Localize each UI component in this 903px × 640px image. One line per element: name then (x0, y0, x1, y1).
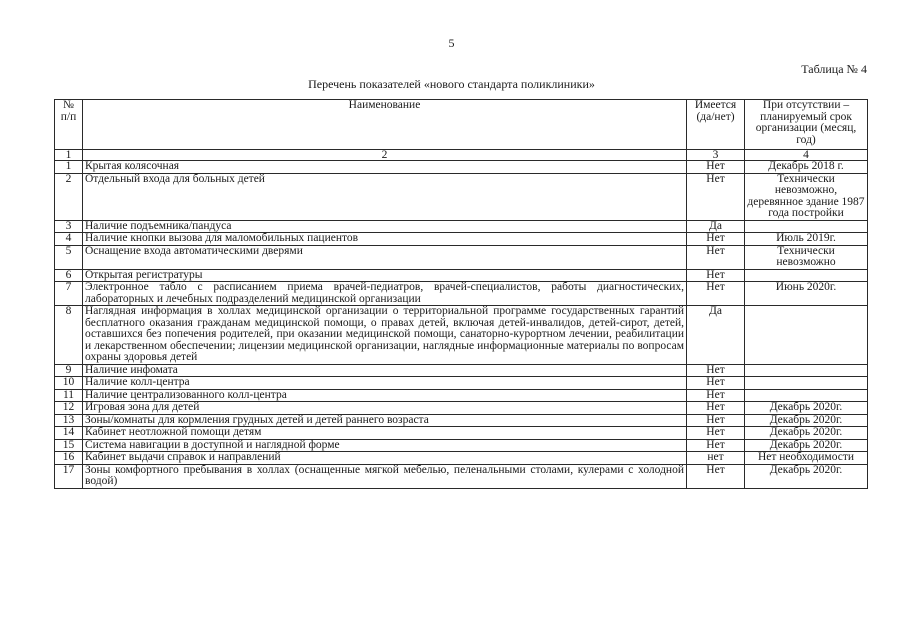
row-has-cell: Нет (687, 269, 745, 282)
row-num-cell: 16 (55, 452, 83, 465)
row-plan-cell (745, 377, 868, 390)
row-plan-cell: Июль 2019г. (745, 233, 868, 246)
row-num-cell: 15 (55, 439, 83, 452)
table-row (55, 464, 868, 488)
row-plan-cell: Технически невозможно, деревянное здание 1987 года постройки (745, 173, 868, 220)
row-num-cell: 5 (55, 245, 83, 269)
row-plan-cell: Декабрь 2020г. (745, 414, 868, 427)
row-has-cell: Да (687, 306, 745, 365)
table-row (55, 452, 868, 465)
row-num-cell: 13 (55, 414, 83, 427)
header-num: № п/п (55, 100, 83, 150)
row-plan-cell: Нет необходимости (745, 452, 868, 465)
row-name-cell: Зоны комфортного пребывания в холлах (оснащенные мягкой мебелью, пеленальными столами, кулерами с холодной водой) (83, 464, 687, 488)
table-row (55, 389, 868, 402)
row-has-cell: Нет (687, 464, 745, 488)
column-index-cell: 4 (745, 150, 868, 161)
table-row (55, 269, 868, 282)
header-plan: При отсутствии – планируемый срок организации (месяц, год) (745, 100, 868, 150)
row-name-cell: Наличие колл-центра (83, 377, 687, 390)
row-has-cell: нет (687, 452, 745, 465)
row-has-cell: Нет (687, 245, 745, 269)
table-row (55, 377, 868, 390)
row-num-cell: 12 (55, 402, 83, 415)
row-name-cell: Игровая зона для детей (83, 402, 687, 415)
row-has-cell: Нет (687, 173, 745, 220)
table-row (55, 306, 868, 365)
row-name-cell: Крытая колясочная (83, 161, 687, 174)
row-num-cell: 8 (55, 306, 83, 365)
row-has-cell: Нет (687, 233, 745, 246)
column-index-cell: 3 (687, 150, 745, 161)
table-row (55, 402, 868, 415)
row-plan-cell: Декабрь 2020г. (745, 402, 868, 415)
row-num-cell: 1 (55, 161, 83, 174)
row-name-cell: Наглядная информация в холлах медицинской организации о территориальной программе государственных гарантий бесплатного оказания гражданам медицинской помощи, о правах детей, включая детей-инвалидов, детей-сирот, детей, оставшихся без попечения родителей, при оказании медицинской помощи, санаторно-курортном лечении, реабилитации и лекарственном обеспечении; лицензии медицинской организации, наглядные информационные материалы по вопросам охраны здоровья детей (83, 306, 687, 365)
row-num-cell: 10 (55, 377, 83, 390)
table-row (55, 427, 868, 440)
row-num-cell: 3 (55, 220, 83, 233)
row-name-cell: Оснащение входа автоматическими дверями (83, 245, 687, 269)
row-num-cell: 9 (55, 364, 83, 377)
row-has-cell: Нет (687, 402, 745, 415)
table-header-row (55, 100, 868, 150)
table-row (55, 161, 868, 174)
row-has-cell: Нет (687, 161, 745, 174)
row-has-cell: Нет (687, 377, 745, 390)
row-name-cell: Зоны/комнаты для кормления грудных детей и детей раннего возраста (83, 414, 687, 427)
row-plan-cell (745, 364, 868, 377)
column-index-cell: 1 (55, 150, 83, 161)
row-plan-cell: Декабрь 2020г. (745, 464, 868, 488)
row-has-cell: Нет (687, 282, 745, 306)
table-label: Таблица № 4 (801, 62, 867, 76)
row-plan-cell: Июнь 2020г. (745, 282, 868, 306)
row-num-cell: 2 (55, 173, 83, 220)
table-row (55, 364, 868, 377)
row-plan-cell (745, 220, 868, 233)
table-row (55, 439, 868, 452)
row-name-cell: Система навигации в доступной и наглядной форме (83, 439, 687, 452)
row-num-cell: 14 (55, 427, 83, 440)
document-title: Перечень показателей «нового стандарта поликлиники» (308, 77, 595, 91)
row-has-cell: Нет (687, 427, 745, 440)
row-num-cell: 6 (55, 269, 83, 282)
table-row (55, 282, 868, 306)
row-has-cell: Нет (687, 364, 745, 377)
row-has-cell: Нет (687, 439, 745, 452)
row-plan-cell: Декабрь 2018 г. (745, 161, 868, 174)
row-plan-cell: Технически невозможно (745, 245, 868, 269)
table-row (55, 173, 868, 220)
row-has-cell: Нет (687, 414, 745, 427)
row-num-cell: 17 (55, 464, 83, 488)
row-plan-cell: Декабрь 2020г. (745, 439, 868, 452)
table-row (55, 245, 868, 269)
table-row (55, 233, 868, 246)
row-name-cell: Кабинет выдачи справок и направлений (83, 452, 687, 465)
column-index-cell: 2 (83, 150, 687, 161)
row-name-cell: Открытая регистратуры (83, 269, 687, 282)
row-plan-cell (745, 306, 868, 365)
row-has-cell: Нет (687, 389, 745, 402)
row-plan-cell (745, 269, 868, 282)
row-name-cell: Отдельный входа для больных детей (83, 173, 687, 220)
table-row (55, 220, 868, 233)
column-index-row (55, 150, 868, 161)
row-name-cell: Наличие инфомата (83, 364, 687, 377)
row-name-cell: Наличие подъемника/пандуса (83, 220, 687, 233)
row-plan-cell: Декабрь 2020г. (745, 427, 868, 440)
table-row (55, 414, 868, 427)
header-has: Имеется (да/нет) (687, 100, 745, 150)
indicators-table (54, 99, 868, 489)
row-num-cell: 4 (55, 233, 83, 246)
page-number: 5 (448, 36, 455, 50)
row-plan-cell (745, 389, 868, 402)
header-name: Наименование (83, 100, 687, 150)
row-name-cell: Кабинет неотложной помощи детям (83, 427, 687, 440)
row-name-cell: Электронное табло с расписанием приема врачей-педиатров, врачей-специалистов, работы диагностических, лабораторных и лечебных подразделений медицинской организации (83, 282, 687, 306)
row-has-cell: Да (687, 220, 745, 233)
row-num-cell: 11 (55, 389, 83, 402)
row-name-cell: Наличие кнопки вызова для маломобильных пациентов (83, 233, 687, 246)
row-num-cell: 7 (55, 282, 83, 306)
row-name-cell: Наличие централизованного колл-центра (83, 389, 687, 402)
